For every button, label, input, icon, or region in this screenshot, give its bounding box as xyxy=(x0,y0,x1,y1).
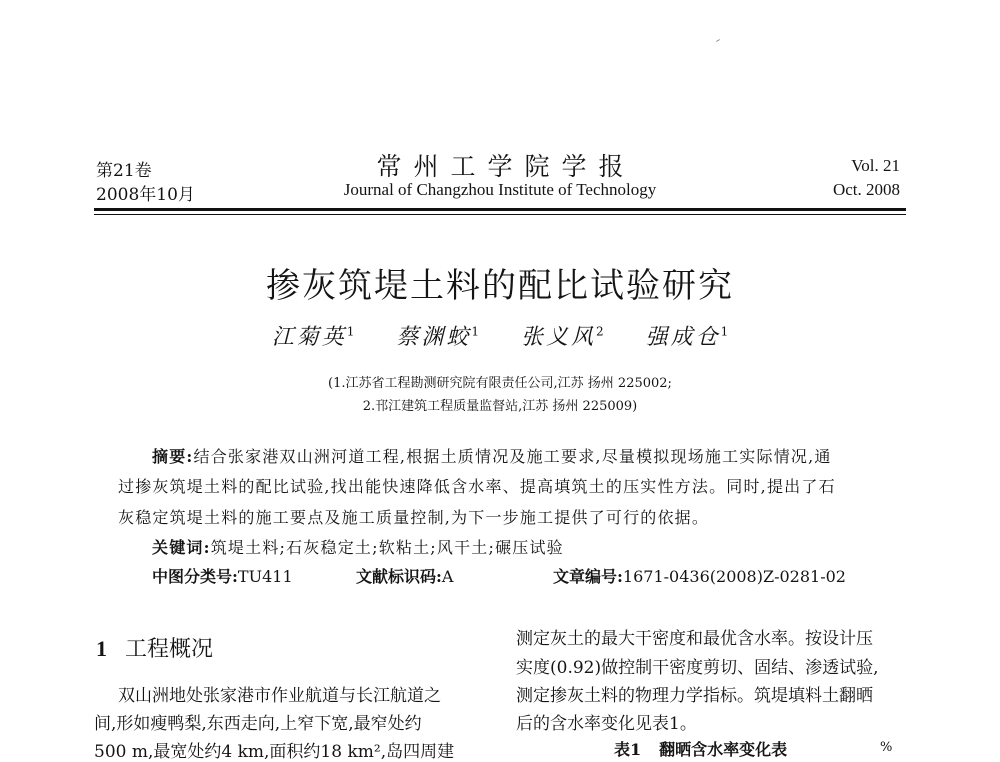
journal-title-cn: 常州工学院学报 xyxy=(376,152,636,181)
clc-number: 中图分类号:TU411 xyxy=(152,567,293,586)
author: 蔡渊蛟$^1$ xyxy=(396,324,479,350)
abstract-label: 摘要: xyxy=(152,447,194,466)
abstract-line: 过掺灰筑堤土料的配比试验,找出能快速降低含水率、提高填筑土的压实性方法。同时,提出了石 xyxy=(118,477,836,496)
body-line-left: 双山洲地处张家港市作业航道与长江航道之 xyxy=(118,686,441,706)
body-line-left: 间,形如瘦鸭梨,东西走向,上窄下宽,最窄处约 xyxy=(94,714,422,734)
author: 强成仓$^1$ xyxy=(645,324,729,350)
author: 江菊英$^1$ xyxy=(271,324,355,350)
section-heading: 1 工程概况 xyxy=(96,636,214,662)
journal-title-en: Journal of Changzhou Institute of Technology xyxy=(343,180,657,199)
article-title: 掺灰筑堤土料的配比试验研究 xyxy=(266,266,734,306)
keywords: 关键词:筑堤土料;石灰稳定土;软粘土;风干土;碾压试验 xyxy=(152,538,564,557)
abstract-line: 摘要:结合张家港双山洲河道工程,根据土质情况及施工要求,尽量模拟现场施工实际情况,通 xyxy=(152,447,832,466)
document-code: 文献标识码:A xyxy=(356,567,454,586)
body-line-right: 测定灰土的最大干密度和最优含水率。按设计压 xyxy=(516,629,873,649)
body-line-right: 实度(0.92)做控制干密度剪切、固结、渗透试验, xyxy=(516,658,879,678)
affiliation-2: 2.邗江建筑工程质量监督站,江苏 扬州 225009) xyxy=(362,399,638,414)
author: 张义风$^2$ xyxy=(521,324,604,350)
abstract-line: 灰稳定筑堤土料的施工要点及施工质量控制,为下一步施工提供了可行的依据。 xyxy=(118,508,710,527)
affiliation-1: (1.江苏省工程勘测研究院有限责任公司,江苏 扬州 225002; xyxy=(328,376,672,391)
header-rule-thick xyxy=(94,208,906,211)
body-line-right: 后的含水率变化见表1。 xyxy=(516,714,697,734)
header-date-cn: 2008年10月 xyxy=(96,185,195,205)
article-number: 文章编号:1671-0436(2008)Z-0281-02 xyxy=(553,567,846,586)
body-line-right: 测定掺灰土料的物理力学指标。筑堤填料土翻晒 xyxy=(516,686,873,706)
table-caption: 表1 翻晒含水率变化表 xyxy=(614,740,788,759)
author-list xyxy=(0,320,1000,351)
header-rule-thin xyxy=(94,214,906,215)
table-unit: % xyxy=(880,740,893,755)
scan-speck xyxy=(716,39,720,42)
keywords-label: 关键词: xyxy=(152,538,211,557)
header-date-en: Oct. 2008 xyxy=(832,180,900,199)
header-volume-en: Vol. 21 xyxy=(851,156,900,175)
header-volume-cn: 第21卷 xyxy=(96,161,152,181)
body-line-left: 500 m,最宽处约4 km,面积约18 km²,岛四周建 xyxy=(94,742,455,762)
